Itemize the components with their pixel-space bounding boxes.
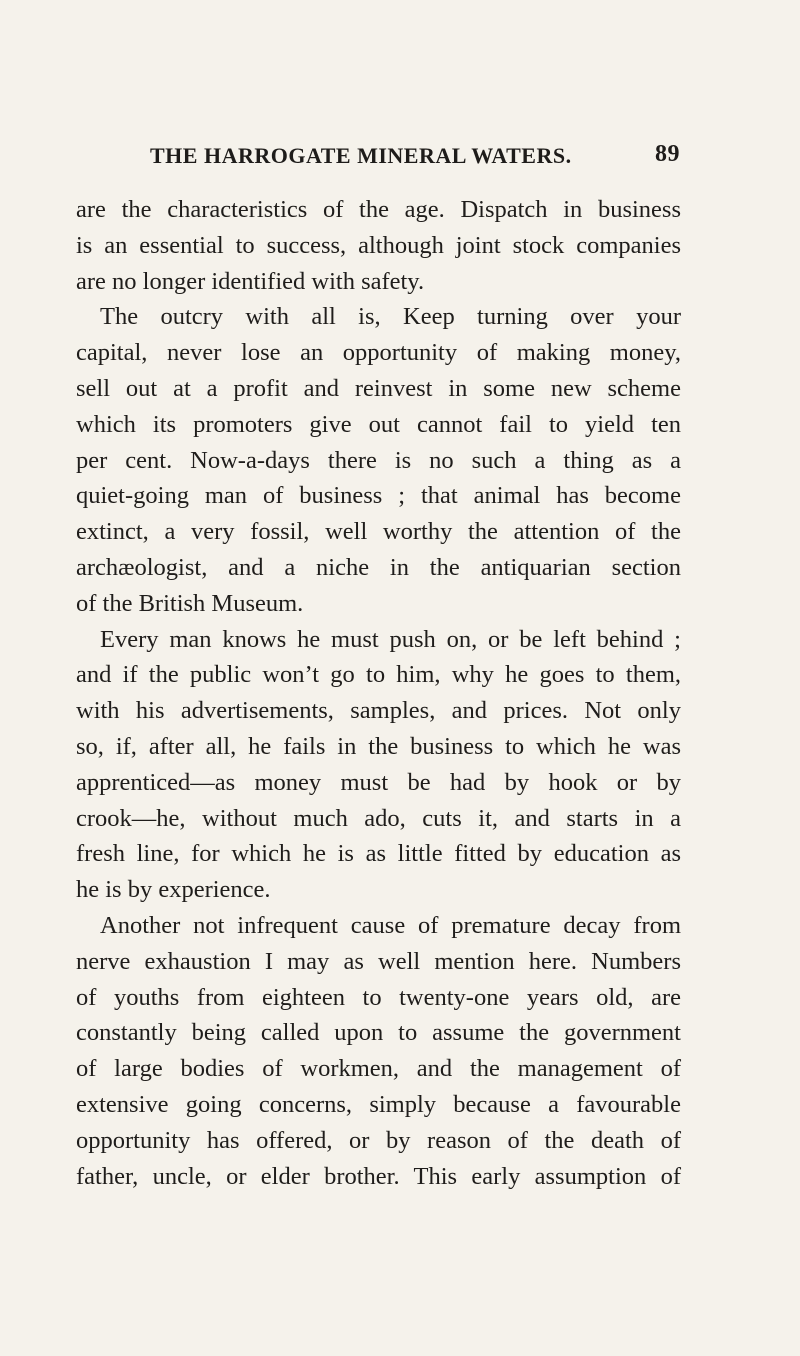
text-line: of youths from eighteen to twenty-one years old, are: [76, 983, 681, 1011]
running-head: [150, 143, 680, 175]
text-line: crook—he, without much ado, cuts it, and starts in a: [76, 804, 681, 832]
text-line: which its promoters give out cannot fail to yield ten: [76, 410, 681, 438]
text-line: of large bodies of workmen, and the management of: [76, 1055, 681, 1083]
text-line: Another not infrequent cause of premature decay from: [100, 911, 681, 939]
running-head-title: THE HARROGATE MINERAL WATERS.: [150, 143, 572, 168]
text-line: sell out at a profit and reinvest in some new scheme: [76, 374, 681, 402]
text-line: extensive going concerns, simply because a favourable: [76, 1090, 681, 1118]
text-line: capital, never lose an opportunity of making money,: [76, 339, 681, 367]
text-line: are no longer identified with safety.: [76, 267, 425, 295]
text-line: and if the public won’t go to him, why he goes to them,: [76, 661, 681, 689]
text-line: with his advertisements, samples, and prices. Not only: [76, 697, 681, 725]
body-text: [76, 192, 681, 1194]
text-line: apprenticed—as money must be had by hook or by: [76, 768, 681, 796]
text-line: of the British Museum.: [76, 589, 304, 617]
text-line: is an essential to success, although joint stock companies: [76, 231, 681, 259]
text-line: so, if, after all, he fails in the business to which he was: [76, 732, 681, 760]
text-line: extinct, a very fossil, well worthy the attention of the: [76, 518, 681, 546]
text-line: Every man knows he must push on, or be left behind ;: [100, 625, 681, 653]
text-line: father, uncle, or elder brother. This early assumption of: [76, 1162, 681, 1190]
text-line: opportunity has offered, or by reason of the death of: [76, 1126, 681, 1154]
text-line: archæologist, and a niche in the antiquarian section: [76, 553, 681, 581]
text-line: are the characteristics of the age. Dispatch in business: [76, 196, 681, 223]
page-number: 89: [655, 141, 680, 167]
text-line: nerve exhaustion I may as well mention here. Numbers: [76, 947, 681, 975]
text-line: quiet-going man of business ; that animal has become: [76, 482, 681, 510]
text-line: The outcry with all is, Keep turning over your: [100, 303, 681, 331]
text-line: per cent. Now-a-days there is no such a thing as a: [76, 446, 681, 474]
text-line: he is by experience.: [76, 876, 271, 904]
text-line: constantly being called upon to assume the government: [76, 1019, 681, 1047]
text-line: fresh line, for which he is as little fitted by education as: [76, 840, 681, 868]
